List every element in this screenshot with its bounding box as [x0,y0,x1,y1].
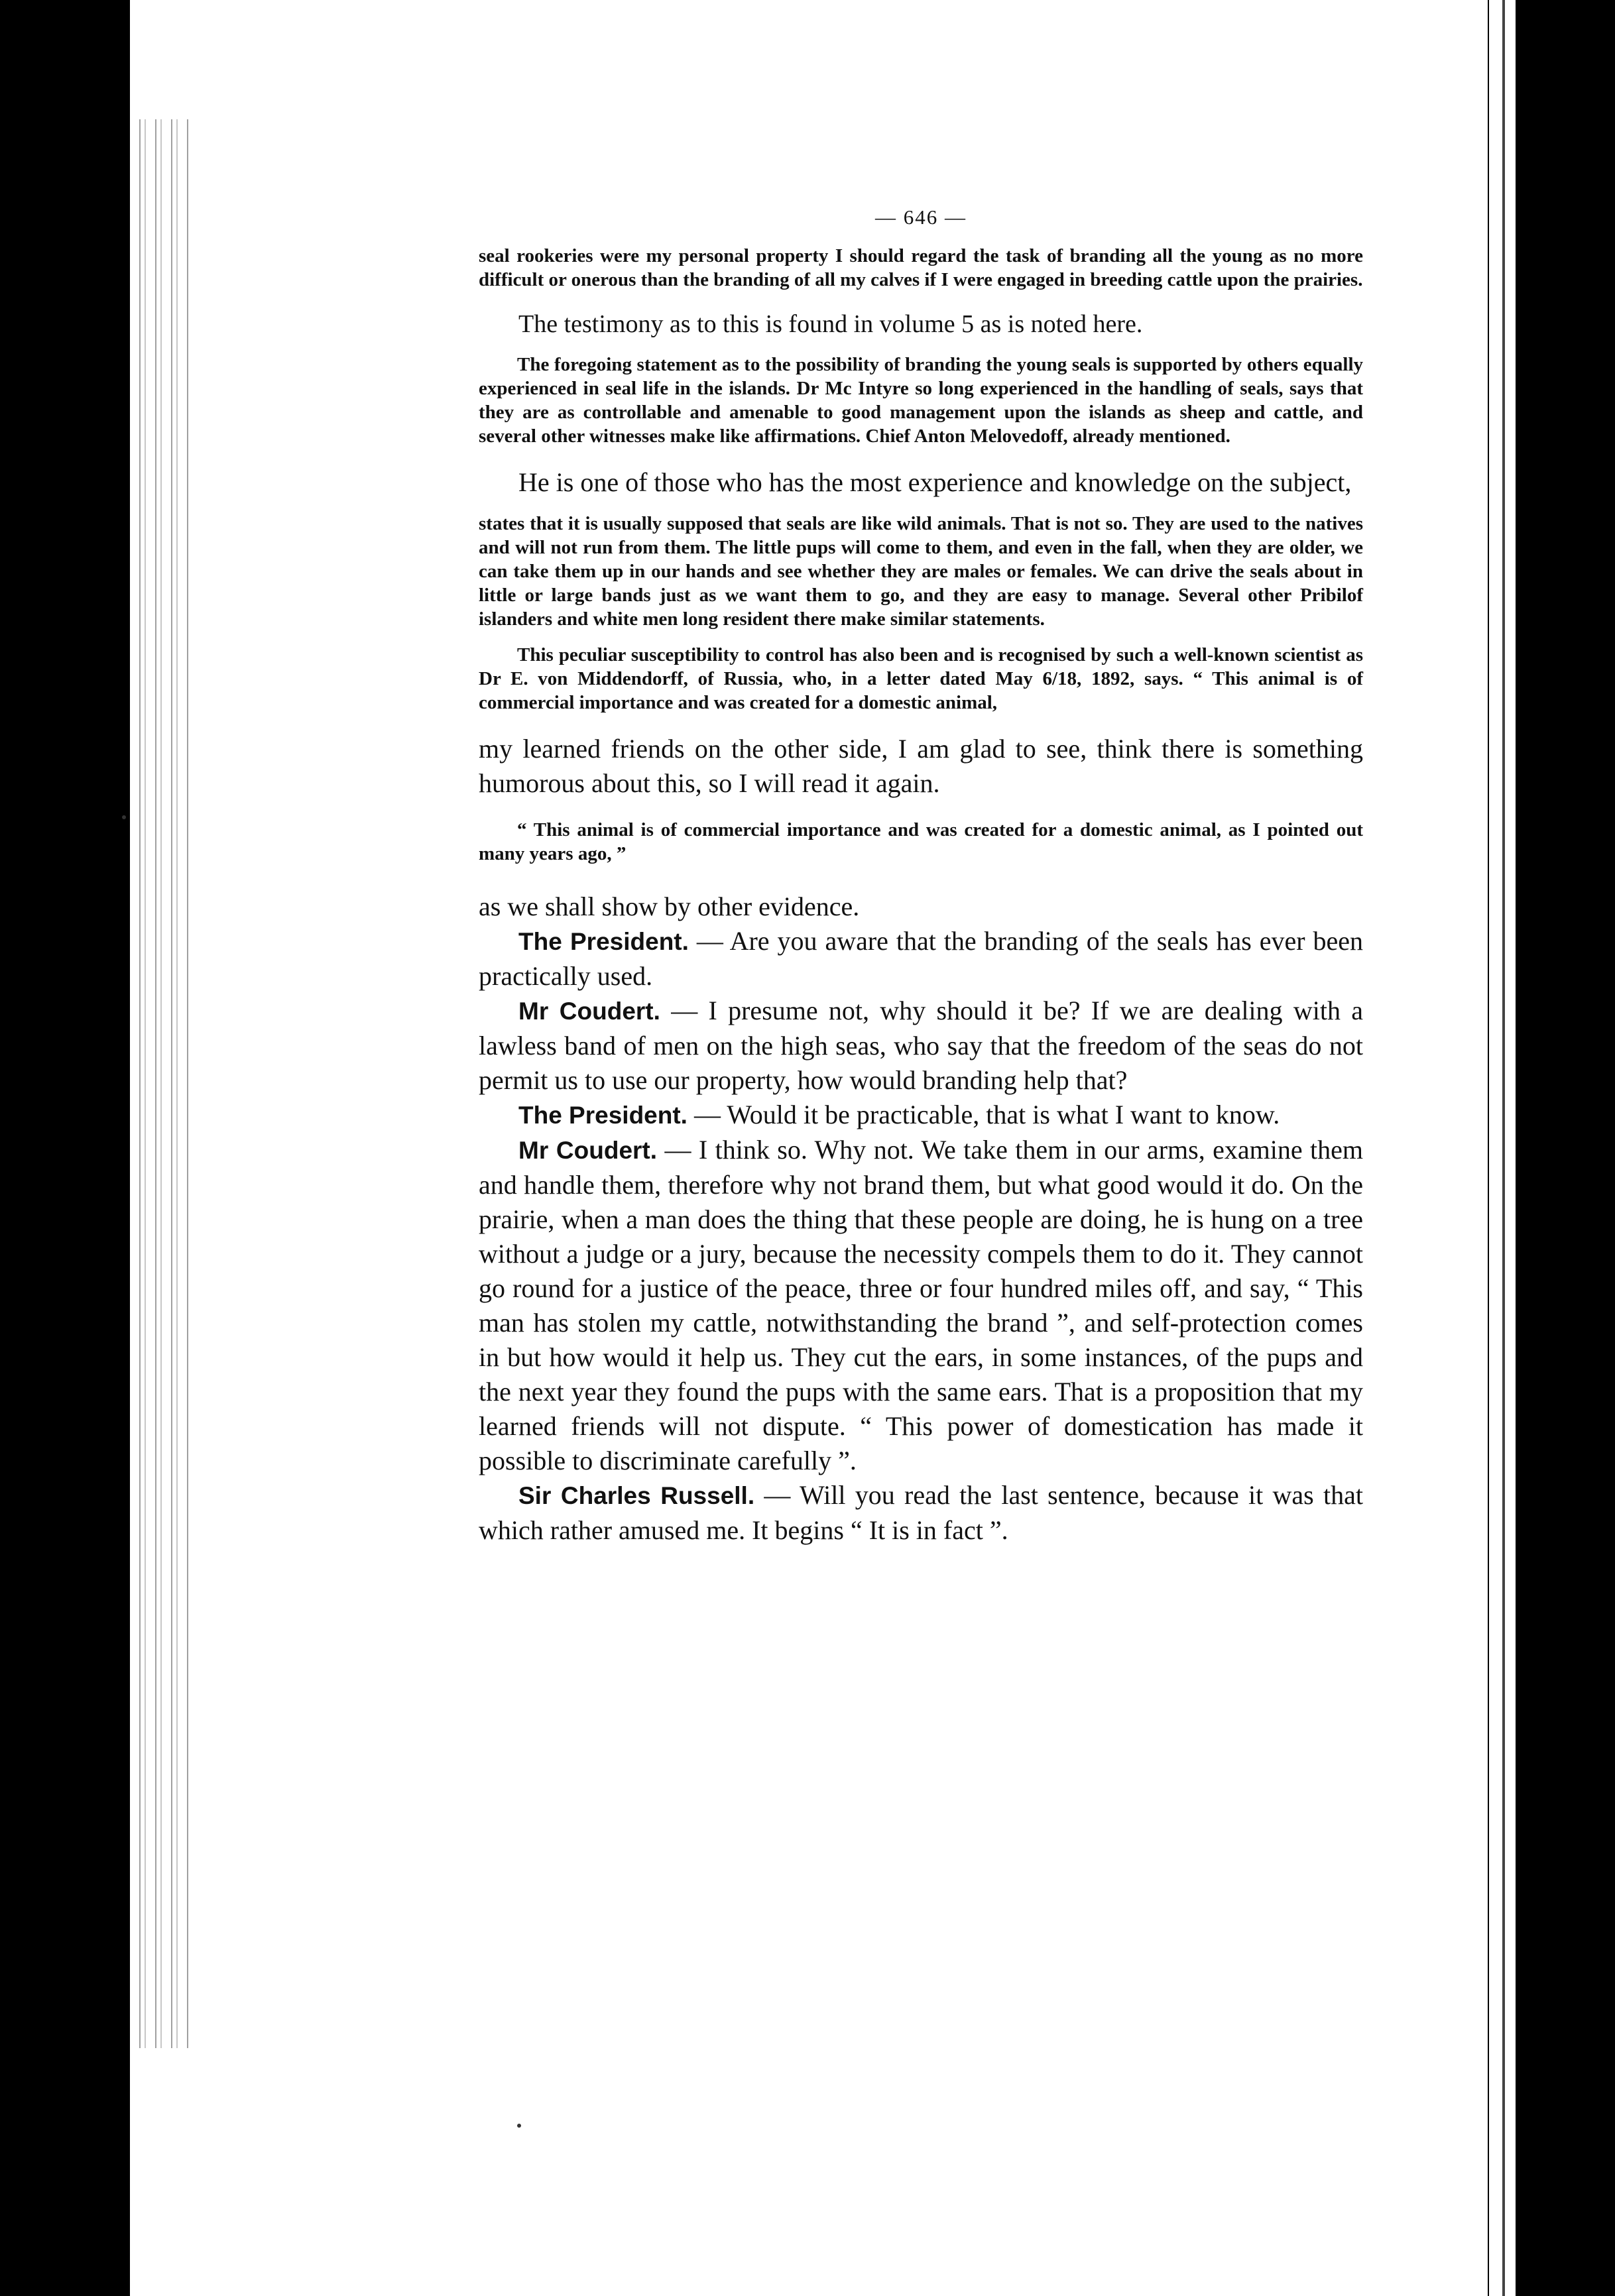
paragraph-foregoing-statement: The foregoing statement as to the possibility of branding the young seals is supported by others equally experienced in seal life in the islands. Dr Mc Intyre so long experienced in the handling of seals, says that they are as controllable and amenable to good management upon the islands as sheep and cattle, and several other witnesses make like affirmations. Chief Anton Melovedoff, already mentioned. [479,354,1363,447]
speech-text: — Will you read the last sentence, because it was that which rather amused me. It begins “ It is in fact ”. [479,1480,1364,1545]
exchange-russell [479,1478,1363,1548]
page-edges [130,119,191,2048]
speech-text: — I presume not, why should it be? If we are dealing with a lawless band of men on the high seas, who say that the freedom of the seas do not permit us to use our property, how would branding help that? [479,996,1364,1095]
paragraph-other-evidence: as we shall show by other evidence. [479,891,860,921]
page-number: — 646 — [875,205,967,229]
scan-speck [122,815,126,819]
exchange-coudert-1 [479,994,1363,1098]
paragraph-quote-again: “ This animal is of commercial importance and was created for a domestic animal, as I pointed out many years ago, ” [479,819,1363,864]
paragraph-quote-seals: states that it is usually supposed that seals are like wild animals. That is not so. They are used to the natives and will not run from them. The little pups will come to them, and even in the fall, when they are older, we can take them up in our hands and see whether they are males or females. We can drive the seals about in little or large bands just as we want them to go, and they are easy to manage. Several other Pribilof islanders and white men long resident there make similar statements. [479,513,1363,630]
paragraph-middendorff: This peculiar susceptibility to control has also been and is recognised by such a well-known scientist as Dr E. von Middendorff, of Russia, who, in a letter dated May 6/18, 1892, says. “ This animal is of commercial importance and was created for a domestic animal, [479,644,1363,713]
speaker-name: Sir Charles Russell. [518,1482,755,1509]
document-body [479,205,1363,1548]
paragraph-learned-friends: my learned friends on the other side, I am glad to see, think there is something humorous about this, so I will read it again. [479,734,1363,798]
paragraph-testimony: The testimony as to this is found in volume 5 as is noted here. [518,310,1143,338]
speaker-name: Mr Coudert. [518,998,660,1025]
speaker-name: Mr Coudert. [518,1137,658,1164]
exchange-coudert-2 [479,1133,1363,1478]
exchange-president-1 [479,924,1363,994]
scan-speck [517,2124,521,2128]
speech-text: — Are you aware that the branding of the seals has ever been practically used. [479,926,1364,991]
paragraph-seal-rookeries: seal rookeries were my personal property I should regard the task of branding all the young as no more difficult or onerous than the branding of all my calves if I were engaged in breeding cattle upon the prairies. [479,245,1363,290]
speaker-name: The President. [518,928,689,955]
paragraph-experience: He is one of those who has the most experience and knowledge on the subject, [518,467,1352,497]
speech-text: — I think so. Why not. We take them in our arms, examine them and handle them, therefore why not brand them, but what good would it do. On the prairie, when a man does the thing that these people are doing, he is hung on a tree without a judge or a jury, because the necessity compels them to do it. They cannot go round for a justice of the peace, three or four hundred miles off, and say, “ This man has stolen my cattle, notwithstanding the brand ”, and self-protection comes in but how would it help us. They cut the ears, in some instances, of the pups and the next year they found the pups with the same ears. That is a proposition that my learned friends will not dispute. “ This power of domestication has made it possible to discriminate carefully ”. [479,1135,1363,1475]
speech-text: — Would it be practicable, that is what I want to know. [693,1100,1280,1129]
gutter-line [1502,0,1505,2296]
speaker-name: The President. [518,1102,688,1129]
exchange-president-2 [479,1098,1363,1133]
